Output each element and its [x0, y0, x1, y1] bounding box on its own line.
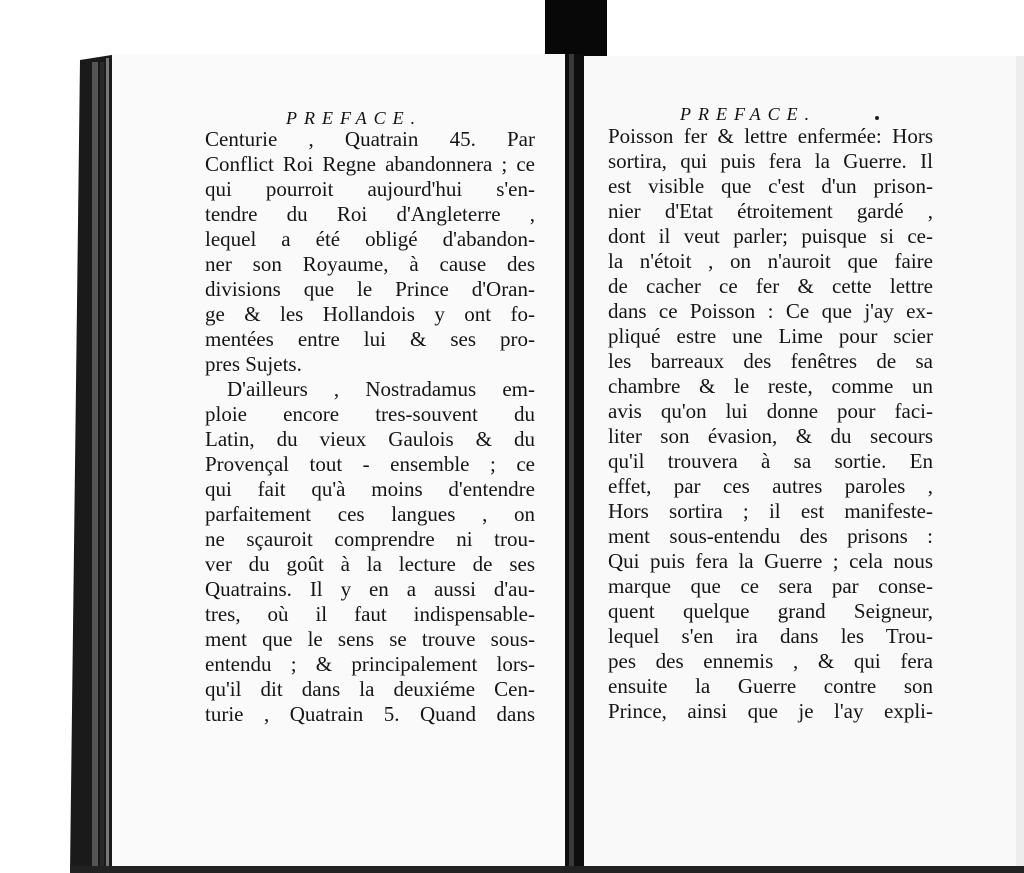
text-line: Qui puis fera la Guerre ; cela nous	[608, 549, 933, 573]
left-page-text	[205, 127, 535, 727]
text-line: la n'étoit , on n'auroit que faire	[608, 249, 933, 273]
text-line: pres Sujets.	[205, 352, 302, 376]
text-line: est visible que c'est d'un prison-	[608, 174, 933, 198]
text-line: marque que ce sera par conse-	[608, 574, 933, 598]
text-line: Prince, ainsi que je l'ay expli-	[608, 699, 933, 723]
text-line: ploie encore tres-souvent du	[205, 402, 535, 426]
text-line: Quatrains. Il y en a aussi d'au-	[205, 577, 535, 601]
text-line: Poisson fer & lettre enfermée: Hors	[608, 124, 933, 148]
text-line: D'ailleurs , Nostradamus em-	[227, 377, 535, 401]
text-line: lequel s'en ira dans les Trou-	[608, 624, 933, 648]
text-line: liter son évasion, & du secours	[608, 424, 933, 448]
text-line: les barreaux des fenêtres de sa	[608, 349, 933, 373]
text-line: avis qu'on lui donne pour faci-	[608, 399, 933, 423]
text-line: effet, par ces autres paroles ,	[608, 474, 933, 498]
left-running-head: PREFACE.	[286, 108, 423, 128]
text-line: chambre & le reste, comme un	[608, 374, 933, 398]
text-line: ver du goût à la lecture de ses	[205, 552, 535, 576]
text-line: mentées entre lui & ses pro-	[205, 327, 535, 351]
text-line: ment que le sens se trouve sous-	[205, 627, 535, 651]
text-line: dans ce Poisson : Ce que j'ay ex-	[608, 299, 933, 323]
right-page-text	[608, 124, 933, 724]
text-line: ner son Royaume, à cause des	[205, 252, 535, 276]
text-line: nier d'Etat étroitement gardé ,	[608, 199, 933, 223]
text-line: Centurie , Quatrain 45. Par	[205, 127, 535, 151]
text-line: qu'il trouvera à sa sortie. En	[608, 449, 933, 473]
text-line: pes des ennemis , & qui fera	[608, 649, 933, 673]
text-line: parfaitement ces langues , on	[205, 502, 535, 526]
text-line: entendu ; & principalement lors-	[205, 652, 535, 676]
right-running-head: PREFACE.	[680, 104, 817, 124]
text-line: quent quelque grand Seigneur,	[608, 599, 933, 623]
text-line: qu'il dit dans la deuxiéme Cen-	[205, 677, 535, 701]
text-line: Hors sortira ; il est manifeste-	[608, 499, 933, 523]
text-line: qui pourroit aujourd'hui s'en-	[205, 177, 535, 201]
text-line: ensuite la Guerre contre son	[608, 674, 933, 698]
text-line: Latin, du vieux Gaulois & du	[205, 427, 535, 451]
text-line: sortira, qui puis fera la Guerre. Il	[608, 149, 933, 173]
text-line: ment sous-entendu des prisons :	[608, 524, 933, 548]
text-line: tendre du Roi d'Angleterre ,	[205, 202, 535, 226]
text-line: Conflict Roi Regne abandonnera ; ce	[205, 152, 535, 176]
text-line: pliqué estre une Lime pour scier	[608, 324, 933, 348]
text-line: ne sçauroit comprendre ni trou-	[205, 527, 535, 551]
text-line: dont il veut parler; puisque si ce-	[608, 224, 933, 248]
text-line: Provençal tout - ensemble ; ce	[205, 452, 535, 476]
text-line: de cacher ce fer & cette lettre	[608, 274, 933, 298]
ink-spot	[875, 116, 879, 120]
text-line: ge & les Hollandois y ont fo-	[205, 302, 535, 326]
text-line: tres, où il faut indispensable-	[205, 602, 535, 626]
text-line: turie , Quatrain 5. Quand dans	[205, 702, 535, 726]
text-line: lequel a été obligé d'abandon-	[205, 227, 535, 251]
text-line: qui fait qu'à moins d'entendre	[205, 477, 535, 501]
text-line: divisions que le Prince d'Oran-	[205, 277, 535, 301]
